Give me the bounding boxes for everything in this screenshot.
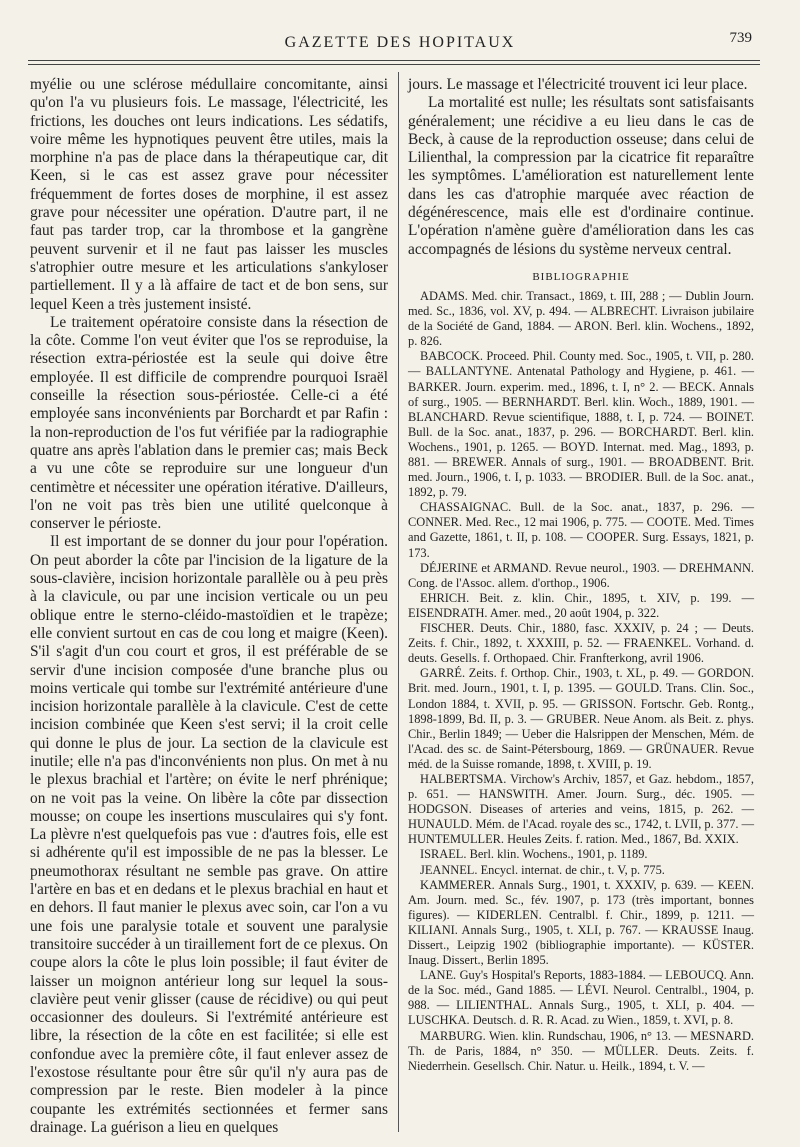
paragraph: Le traitement opératoire consiste dans la résection de la côte. Comme l'on veut éviter que l'os se reproduise, la résection extra-périostée est la seule qui doive être employée. Il est difficile de comprendre pourquoi Israël conseille la résection sous-périostée. Celle-ci a été employée sans inconvénients par Borchardt et par Rafin : la non-reproduction de l'os fut vérifiée par la radiographie quatre ans après l'ablation dans le premier cas; mais Beck a vu une côte se reproduire sur une longueur d'un centimètre et nécessiter une opération itérative. D'ailleurs, l'on ne voit pas très bien une utilité quelconque à conserver le périoste. [30,313,388,533]
reference-entry: DÉJERINE et ARMAND. Revue neurol., 1903. — DREHMANN. Cong. de l'Assoc. allem. d'orthop., 1906. [408,560,754,590]
reference-entry: MARBURG. Wien. klin. Rundschau, 1906, n° 13. — MESNARD. Th. de Paris, 1884, n° 350. — MÜLLER. Deuts. Zeits. f. Niederrhein. Gesellsch. Chir. Natur. u. Heilk., 1894, t. V. — [408,1028,754,1073]
header-rule [28,60,760,61]
reference-entry: CHASSAIGNAC. Bull. de la Soc. anat., 1837, p. 296. — CONNER. Med. Rec., 12 mai 1906, p. 775. — COOTE. Med. Times and Gazette, 1861, t. II, p. 108. — COOPER. Surg. Essays, 1821, p. 173. [408,500,754,560]
right-column [408,76,754,1074]
reference-entry: EHRICH. Beit. z. klin. Chir., 1895, t. XIV, p. 199. — EISENDRATH. Amer. med., 20 août 1904, p. 322. [408,590,754,620]
column-divider [398,72,399,1132]
reference-entry: JEANNEL. Encycl. internat. de chir., t. V, p. 775. [420,862,665,877]
left-column [30,76,388,1137]
reference-entry: BABCOCK. Proceed. Phil. County med. Soc., 1905, t. VII, p. 280. — BALLANTYNE. Antenatal Pathology and Hygiene, p. 461. — BARKER. Journ. experim. med., 1896, t. I, n° 2. — BECK. Annals of surg., 1905. — BERNHARDT. Berl. klin. Woch., 1889, 1901. — BLANCHARD. Revue scientifique, 1888, t. I, p. 724. — BOINET. Bull. de la Soc. anat., 1837, p. 296. — BORCHARDT. Berl. klin. Wochens., 1901, p. 1265. — BOYD. Internat. med. Mag., 1893, p. 881. — BREWER. Annals of surg., 1901. — BROADBENT. Brit. med. Journ., 1906, t. I, p. 1033. — BRODIER. Bull. de la Soc. anat., 1892, p. 79. [408,349,754,500]
paragraph: jours. Le massage et l'électricité trouvent ici leur place. [408,76,748,93]
bibliography-heading: BIBLIOGRAPHIE [532,270,630,283]
page-number: 739 [729,30,752,46]
paragraph: Il est important de se donner du jour pour l'opération. On peut aborder la côte par l'incision de la ligature de la sous-clavière, incision horizontale parallèle ou à peu près à la clavicule, ou par une incision verticale ou un peu oblique entre le sterno-cléido-mastoïdien et le trapèze; elle convient surtout en cas de cou long et maigre (Keen). S'il s'agit d'un cou court et gros, il est préférable de se servir d'une incision composée d'une branche plus ou moins verticale qui tombe sur l'extrémité antérieure d'une incision horizontale parallèle à la clavicule. C'est de cette incision combinée que Keen s'est servi; il la croit celle qui donne le plus de jour. La section de la clavicule est inutile; elle n'a pas d'inconvénients non plus. On met à nu le plexus brachial et l'artère; on évite le nerf phrénique; on ne voit pas la veine. On libère la côte par dissection mousse; on coupe les insertions musculaires qui s'y font. La plèvre n'est quelquefois pas vue : d'autres fois, elle est si adhérente qu'il est impossible de ne pas la blesser. Le pneumothorax résultant ne semble pas grave. On attire l'artère en bas et en dedans et le plexus brachial en haut et en dehors. Il faut manier le plexus avec soin, car l'on a vu une fois une paralysie totale et souvent une paralysie transitoire succéder à un tiraillement fort de ce plexus. On coupe alors la côte le plus loin possible; il faut éviter de laisser un moignon antérieur long sur lequel la sous-clavière peut venir glisser (cause de récidive) ou qui peut occasionner des douleurs. Si l'extrémité antérieure est libre, la résection de la côte en est facilitée; si elle est confondue avec la première côte, il faut enlever assez de l'exostose résultante pour être sûr qu'il n'y aura pas de compression par le reste. Bien modeler à la pince coupante les extrémités sectionnées et fermer sans drainage. La guérison a lieu en quelques [30,533,388,1136]
reference-entry: ADAMS. Med. chir. Transact., 1869, t. III, 288 ; — Dublin Journ. med. Sc., 1836, vol. XV, p. 494. — ALBRECHT. Livraison jubilaire de la Société de Gand, 1884. — ARON. Berl. klin. Wochens., 1892, p. 826. [408,288,754,349]
bibliography-list [408,289,754,1074]
header-rule-secondary [28,64,760,65]
journal-title: GAZETTE DES HOPITAUX [284,34,516,51]
reference-entry: KAMMERER. Annals Surg., 1901, t. XXXIV, p. 639. — KEEN. Am. Journ. med. Sc., fév. 1907, p. 173 (très important, bonnes figures). — KIDERLEN. Centralbl. f. Chir., 1899, p. 1211. — KILIANI. Annals Surg., 1905, t. XLI, p. 767. — KRAUSSE Inaug. Dissert., Leipzig 1902 (bibliographie importante). — KÜSTER. Inaug. Dissert., Berlin 1895. [408,877,754,968]
reference-entry: HALBERTSMA. Virchow's Archiv, 1857, et Gaz. hebdom., 1857, p. 651. — HANSWITH. Amer. Journ. Surg., déc. 1905. — HODGSON. Diseases of arteries and veins, 1815, p. 262. — HUNAULD. Mém. de l'Acad. royale des sc., 1742, t. LVII, p. 377. — HUNTEMULLER. Heules Zeits. f. ration. Med., 1867, Bd. XXIX. [408,771,754,847]
reference-entry: ISRAEL. Berl. klin. Wochens., 1901, p. 1189. [420,847,648,862]
reference-entry: LANE. Guy's Hospital's Reports, 1883-1884. — LEBOUCQ. Ann. de la Soc. méd., Gand 1885. — LÉVI. Neurol. Centralbl., 1904, p. 988. — LILIENTHAL. Annals Surg., 1905, t. XLI, p. 404. — LUSCHKA. Deutsch. d. R. R. Acad. zu Wien., 1859, t. XVI, p. 8. [408,968,754,1028]
reference-entry: FISCHER. Deuts. Chir., 1880, fasc. XXXIV, p. 24 ; — Deuts. Zeits. f. Chir., 1892, t. XXXIII, p. 52. — FRAENKEL. Vorhand. d. deuts. Gesells. f. Orthopaed. Chir. Franfterkong, avril 1906. [408,621,754,666]
reference-entry: GARRÉ. Zeits. f. Orthop. Chir., 1903, t. XL, p. 49. — GORDON. Brit. med. Journ., 1901, t. I, p. 1395. — GOULD. Trans. Clin. Soc., London 1884, t. XVII, p. 95. — GRISSON. Fortschr. Geb. Rontg., 1898-1899, Bd. II, p. 3. — GRUBER. Neue Anom. als Beit. z. phys. Chir., Berlin 1849; — Ueber die Halsrippen der Menschen, Mém. de l'Acad. des sc. de Saint-Pétersbourg, 1869. — GRÜNAUER. Revue méd. de la Suisse romande, 1898, t. XVIII, p. 19. [408,666,754,771]
paragraph: myélie ou une sclérose médullaire concomitante, ainsi qu'on l'a vu plusieurs fois. Le massage, l'électricité, les frictions, les douches ont leurs indications. Les sédatifs, voire même les hypnotiques peuvent être utiles, mais la morphine n'a pas de place dans la thérapeutique car, dit Keen, si le cas est assez grave pour nécessiter fréquemment de fortes doses de morphine, il est assez grave pour nécessiter une opération. D'autre part, il ne faut pas tarder trop, car la thrombose et la gangrène peuvent survenir et il ne faut pas laisser les muscles s'atrophier outre mesure et les articulations s'ankyloser partiellement. Il y a là affaire de tact et de bon sens, sur lequel Keen a très justement insisté. [30,76,388,313]
paragraph: La mortalité est nulle; les résultats sont satisfaisants généralement; une récidive a eu lieu dans le cas de Beck, à cause de la reproduction osseuse; dans celui de Lilienthal, la compression par la cicatrice fit reparaître les symptômes. L'amélioration est naturellement lente dans les cas d'atrophie marquée avec réaction de dégénérescence, mais elle est d'ordinaire continue. L'opération n'amène guère d'amélioration dans les cas accompagnés de lésions du système nerveux central. [408,94,754,258]
